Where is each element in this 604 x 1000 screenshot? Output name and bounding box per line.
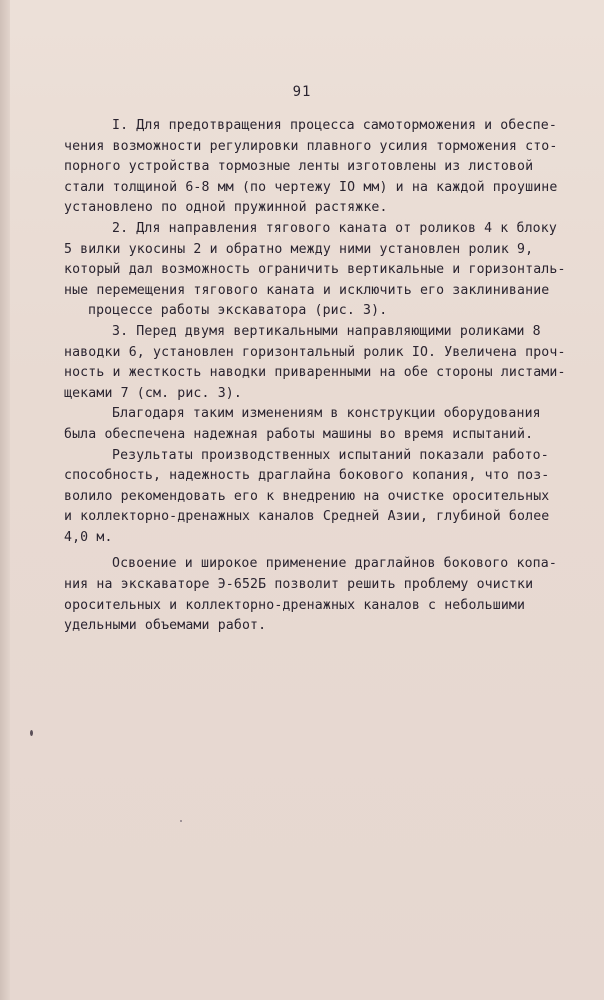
text-line: 3. Перед двумя вертикальными направляющими роликами 8: [112, 323, 541, 339]
page-fold-shadow: [0, 0, 10, 1000]
text-line: процессе работы экскаватора (рис. 3).: [88, 303, 388, 319]
text-line: Результаты производственных испытаний показали работо-: [112, 447, 549, 463]
text-line: Освоение и широкое применение драглайнов бокового копа-: [112, 556, 557, 572]
text-line: Благодаря таким изменениям в конструкции оборудования: [112, 406, 541, 422]
text-line: ность и жесткость наводки приваренными на обе стороны листами-: [64, 365, 566, 381]
text-line: 2. Для направления тягового каната от роликов 4 к блоку: [112, 220, 557, 236]
text-line: удельными объемами работ.: [64, 618, 267, 634]
body-text: [64, 116, 594, 637]
text-line: 4,0 м.: [64, 529, 113, 545]
text-line: порного устройства тормозные ленты изготовлены из листовой: [64, 159, 534, 175]
text-line: наводки 6, установлен горизонтальный ролик IO. Увеличена проч-: [64, 344, 566, 360]
text-line: оросительных и коллекторно-дренажных каналов с небольшими: [64, 597, 526, 613]
text-line: 5 вилки укосины 2 и обратно между ними установлен ролик 9,: [64, 241, 534, 257]
text-line: ния на экскаваторе Э-652Б позволит решить проблему очистки: [64, 577, 534, 593]
text-line: ные перемещения тягового каната и исключить его заклинивание: [64, 282, 550, 298]
text-line: волило рекомендовать его к внедрению на очистке оросительных: [64, 488, 550, 504]
text-line: способность, надежность драглайна бокового копания, что поз-: [64, 468, 550, 484]
text-line: который дал возможность ограничить вертикальные и горизонталь-: [64, 262, 566, 278]
text-line: была обеспечена надежная работы машины во время испытаний.: [64, 426, 534, 442]
text-line: и коллекторно-дренажных каналов Средней Азии, глубиной более: [64, 509, 550, 525]
text-line: чения возможности регулировки плавного усилия торможения сто-: [64, 138, 558, 154]
text-line: I. Для предотвращения процесса самоторможения и обеспе-: [112, 118, 557, 133]
ink-speck: [180, 820, 182, 822]
text-line: щеками 7 (см. рис. 3).: [64, 385, 242, 401]
text-line: установлено по одной пружинной растяжке.: [64, 200, 388, 216]
text-line: стали толщиной 6-8 мм (по чертежу IO мм) и на каждой проушине: [64, 179, 558, 195]
page-number: 91: [292, 84, 312, 100]
ink-speck: [30, 730, 33, 736]
